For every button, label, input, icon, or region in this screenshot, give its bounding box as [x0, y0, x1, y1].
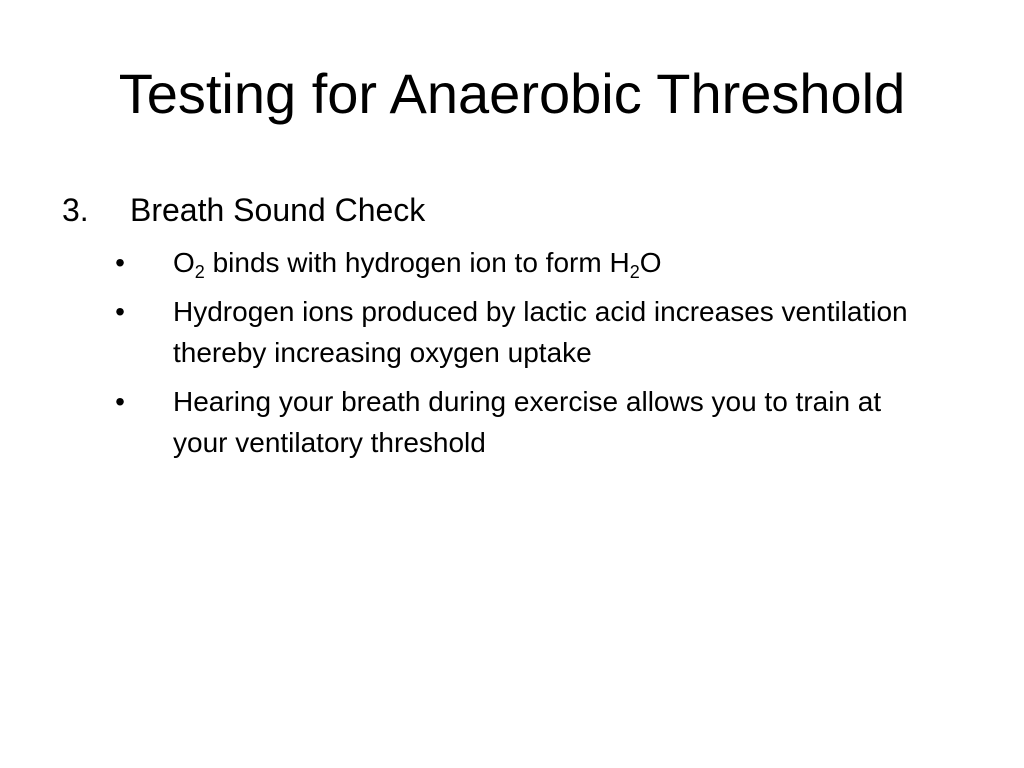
bullet-list — [110, 242, 940, 471]
h-subscript: 2 — [629, 262, 640, 282]
o2-end-text: O — [639, 247, 662, 278]
slide-title: Testing for Anaerobic Threshold — [118, 62, 906, 125]
bullet-icon: • — [115, 386, 125, 417]
bullet-icon: • — [115, 247, 125, 278]
item-text: Breath Sound Check — [130, 192, 426, 228]
bullet-item-o2 — [110, 242, 940, 283]
bullet-item-hydrogen-ions — [110, 291, 940, 373]
numbered-item-breath-sound-check — [62, 188, 425, 232]
o-subscript: 2 — [194, 262, 205, 282]
bullet-text-hearing-breath: Hearing your breath during exercise allows you to train at your ventilatory threshold — [173, 386, 882, 458]
item-number: 3. — [62, 192, 89, 228]
bullet-item-hearing-breath — [110, 381, 940, 463]
bullet-text-o2 — [173, 247, 662, 282]
o-symbol: O — [173, 247, 195, 278]
bullet-text-hydrogen-ions: Hydrogen ions produced by lactic acid increases ventilation thereby increasing oxygen uptake — [173, 296, 908, 368]
o2-middle-text: binds with hydrogen ion to form H — [204, 247, 630, 278]
bullet-icon: • — [115, 296, 125, 327]
